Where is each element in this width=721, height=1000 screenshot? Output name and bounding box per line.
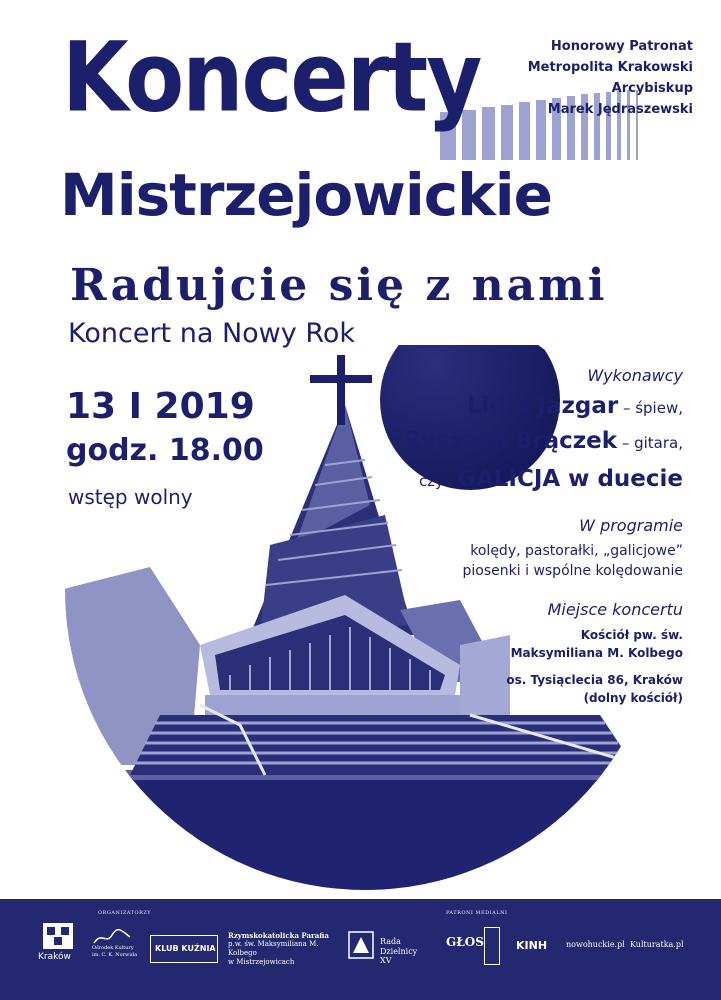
krakow-label: Kraków [38, 952, 71, 962]
venue-line-4: (dolny kościół) [583, 691, 683, 705]
media-patrons-label: PATRONI MEDIALNI [446, 910, 508, 916]
title-line-3: Radujcie się z nami [70, 260, 608, 311]
venue-line-3: os. Tysiąclecia 86, Kraków [506, 673, 683, 687]
klub-kuznia-logo [150, 935, 218, 963]
rada-dzielnicy-logo [348, 931, 428, 967]
kinonet-logo [484, 927, 500, 965]
patronage-line: Marek Jędraszewski [547, 102, 693, 117]
krakow-logo [38, 923, 78, 969]
performers-heading: Wykonawcy [587, 366, 683, 385]
parafia-line-2: p.w. św. Maksymiliana M. Kolbego [228, 940, 319, 957]
parafia-line-3: w Mistrzejowicach [228, 958, 295, 966]
program-line-1: kolędy, pastorałki, „galicjowe” [470, 543, 683, 559]
organizers-label: ORGANIZATORZY [98, 910, 152, 916]
subtitle: Koncert na Nowy Rok [68, 318, 356, 349]
rada-line-1: Rada [380, 937, 401, 946]
venue-line-1: Kościół pw. św. [580, 628, 683, 642]
performer-3-prefix: czyli [418, 472, 458, 490]
kinh-logo: KINH [516, 939, 548, 952]
venue-line-2: Maksymiliana M. Kolbego [510, 646, 683, 660]
okk-line-2: im. C. K. Norwida [92, 952, 138, 958]
title-line-1: Koncerty [62, 22, 481, 135]
parafia-line-1: Rzymskokatolicka Parafia [228, 931, 329, 940]
performer-3 [419, 466, 683, 492]
klub-kuznia-label: KLUB KUŹNIA [155, 944, 216, 953]
nowohuckie-logo: nowohuckie.pl [566, 940, 625, 949]
event-time: godz. 18.00 [66, 433, 264, 468]
performer-1 [467, 393, 683, 419]
performer-1-name: Lidia Jazgar [466, 393, 619, 419]
glos-logo: GŁOS [446, 935, 484, 949]
parafia-logo [228, 931, 338, 967]
sponsors-footer [0, 899, 721, 1000]
rada-emblem-icon [348, 931, 374, 959]
venue-heading: Miejsce koncertu [547, 600, 683, 619]
performer-1-role: – śpiew, [618, 399, 683, 417]
okk-norwid-logo [92, 929, 142, 969]
title-line-2: Mistrzejowickie [60, 161, 552, 229]
performer-3-name: GALICJA w duecie [457, 466, 683, 492]
patronage-line: Metropolita Krakowski [527, 60, 693, 75]
signature-icon [92, 929, 132, 945]
performer-2 [405, 428, 683, 454]
program-heading: W programie [579, 516, 683, 535]
krakow-emblem-icon [43, 923, 73, 949]
performer-2-name: Ryszard Brączek [404, 428, 618, 454]
kulturatka-logo: Kulturatka.pl [630, 940, 684, 949]
performer-2-role: – gitara, [617, 434, 683, 452]
patronage-line: Honorowy Patronat [550, 39, 693, 54]
entry-info: wstęp wolny [68, 485, 193, 509]
honorary-patronage [528, 36, 693, 120]
event-date: 13 I 2019 [66, 386, 255, 427]
program-line-2: piosenki i wspólne kolędowanie [462, 563, 683, 579]
okk-line-1: Ośrodek Kultury [92, 945, 134, 951]
rada-line-2: Dzielnicy XV [380, 947, 418, 965]
patronage-line: Arcybiskup [611, 81, 693, 96]
